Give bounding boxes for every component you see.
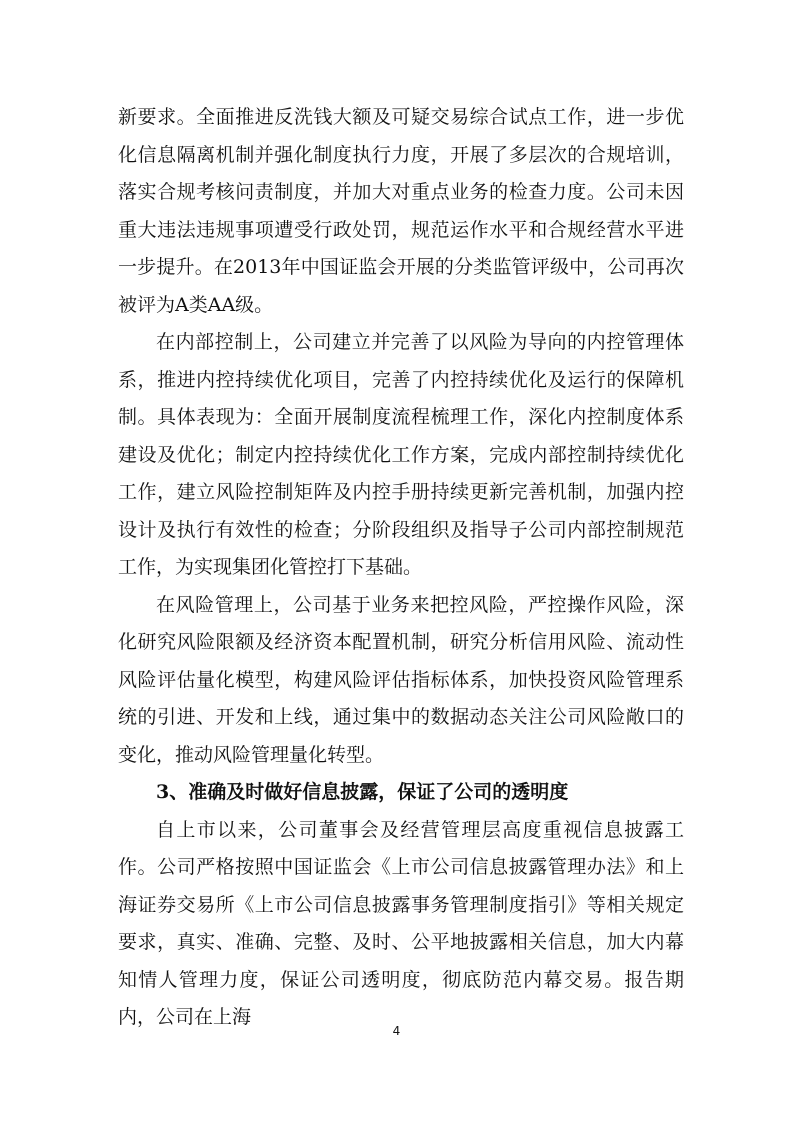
page-number: 4 (392, 1024, 401, 1038)
document-body (118, 99, 684, 1037)
section-heading: 3、准确及时做好信息披露，保证了公司的透明度 (156, 781, 569, 803)
paragraph-internal-control: 在内部控制上，公司建立并完善了以风险为导向的内控管理体系，推进内控持续优化项目，完善了内控持续优化及运行的保障机制。具体表现为：全面开展制度流程梳理工作，深化内控制度体系建设及优化；制定内控持续优化工作方案，完成内部控制持续优化工作，建立风险控制矩阵及内控手册持续更新完善机制，加强内控设计及执行有效性的检查；分阶段组织及指导子公司内部控制规范工作，为实现集团化管控打下基础。 (118, 331, 684, 578)
paragraph-risk-management: 在风险管理上，公司基于业务来把控风险，严控操作风险，深化研究风险限额及经济资本配置机制，研究分析信用风险、流动性风险评估量化模型，构建风险评估指标体系，加快投资风险管理系统的引进、开发和上线，通过集中的数据动态关注公司风险敞口的变化，推动风险管理量化转型。 (118, 593, 684, 766)
paragraph-disclosure: 自上市以来，公司董事会及经营管理层高度重视信息披露工作。公司严格按照中国证监会《上市公司信息披露管理办法》和上海证券交易所《上市公司信息披露事务管理制度指引》等相关规定要求，真实、准确、完整、及时、公平地披露相关信息，加大内幕知情人管理力度，保证公司透明度，彻底防范内幕交易。报告期内，公司在上海 (118, 818, 684, 1028)
paragraph-compliance: 新要求。全面推进反洗钱大额及可疑交易综合试点工作，进一步优化信息隔离机制并强化制度执行力度，开展了多层次的合规培训，落实合规考核问责制度，并加大对重点业务的检查力度。公司未因重大违法违规事项遭受行政处罚，规范运作水平和合规经营水平进一步提升。在2013年中国证监会开展的分类监管评级中，公司再次被评为A类AA级。 (118, 106, 684, 316)
